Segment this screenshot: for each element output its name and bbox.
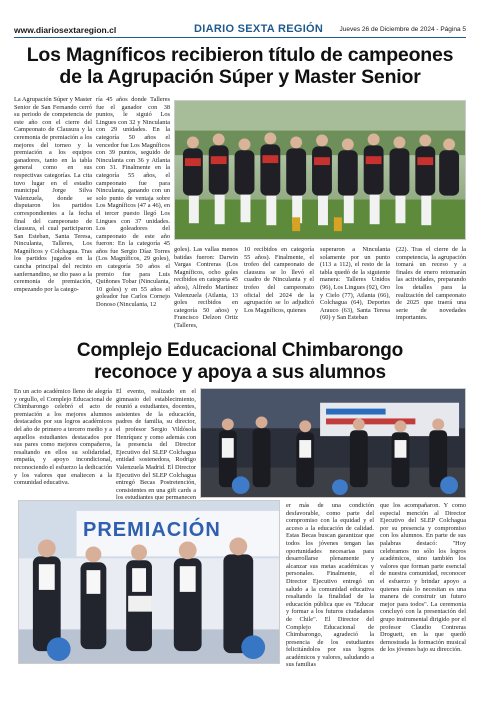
banner-text: PREMIACIÓN (83, 519, 221, 541)
date-page-number: Jueves 26 de Diciembre de 2024 - Página 5 (339, 26, 466, 33)
article2-column-3: er más de una condición desfavorable, como parte del compromiso con la equidad y el acceso a la educación de calidad. Estas Becas buscan garantizar que todos los jóvenes tengan las oportunidades necesarias para desarrollarse plenamente y alcanzar sus metas académicas y personales. Finalmente, el Director Ejecutivo entregó un saludo a la comunidad educativa resaltando la finalidad de la educación pública que es "Educar y formar a los futuros ciudadanos de Chile". El Director del Complejo Educacional de Chimbarongo, agradeció la presencia de los estudiantes felicitándolos por sus logros académicos y valores, saludando a sus familias (286, 502, 374, 669)
article2-column-1: En un acto académico lleno de alegría y orgullo, el Complejo Educacional de Chimbarongo celebró el acto de premiación a los mejores alumnos destacados por sus logros académicos del año de primero a tercero medio y a aquellos estudiantes destacados por sus pares como mejores compañeros, resaltando en ellos su solidaridad, empatía, y apoyo incondicional, reconociendo el esfuerzo la dedicación y los valores que enaltecen a la comunidad educativa. (14, 388, 112, 487)
article2-column-2: El evento, realizado en el gimnasio del establecimiento, reunió a estudiantes, docentes, asistentes de la educación, padres de familia, su director, el profesor Sergio Vildósola Henríquez y como además con la presencia del Director Ejecutivo del SLEP Colchagua entidad sostenedora, Rodrigo Valenzuela Madrid. El Director Ejecutivo del SLEP Colchagua entregó Becas Postretención, consistentes en una gift cards a los estudiantes que permanecen (116, 388, 196, 502)
article1-column-1: La Agrupación Súper y Master Senior de San Fernando cerró su periodo de competencia de este año con el cierre del Campeonato de Clausura y la ceremonia de premiación a los mejores del torneo y la premiación a los equipos ganadores, tanto en la tabla general como en sus respectivas categorías. La cita tuvo lugar en el estadio municipal Jorge Silva Valenzuela, donde se disputaron los partidos correspondientes a la fecha final del campeonato de clausura, el cual participaron San Esteban, Santa Teresa, Ninculanta, Talleres, Los Magníficos y Colchagua. Tras los partidos jugados en la cancha principal del recinto sanfernandino, se dio paso a la ceremonia de premiación, empezando por la catego- (14, 96, 92, 293)
article1-headline-line1: Los Magníficos recibieron título de campeones (26, 44, 454, 66)
website-url[interactable]: www.diariosextaregion.cl (14, 25, 117, 35)
article2-headline-line1: Complejo Educacional Chimbarongo (76, 340, 404, 361)
article1-column-5: superaron a Ninculanta solamente por un punto (113 a 112), el resto de la tabla quedó de la siguiente manera: Talleres Unidos (96), Los Lingues (92), Oro y Cielo (77), Atlanta (66), Colchagua (64), Deportes Arauco (63), Santa Teresa (60) y San Esteban (320, 246, 390, 322)
soccer-team-photo (174, 100, 466, 240)
article1-headline-line2: de la Agrupación Súper y Master Senior (59, 66, 421, 88)
article2-headline (12, 340, 468, 384)
article1-column-4: 10 recibidos en categoría 55 años). Finalmente, el trofeo del campeonato de clausura se lo llevó el cuadro de Ninculanta y el trofeo del campeonato oficial del 2024 de la agrupación se lo adjudicó Los Magníficos, quienes (244, 246, 314, 314)
award-ceremony-photo-students (18, 500, 280, 664)
article1-column-3: goles). Las vallas menos batidas fueron: Darwin Vargas Contreras (Los Magníficos, ocho goles recibidos en categoría 45 años), Alfredo Martínez Valenzuela (Atlanta, 13 goles recibidos en categoría 50 años) y Francisco Delzon Ortiz (Talleres, (174, 246, 238, 329)
article2-headline-line2: reconoce y apoya a sus alumnos (94, 362, 386, 383)
article1-column-6: (22). Tras el cierre de la competencia, la agrupación tomará un receso y a finales de enero retomarán las actividades, preparando los detalles para la realización del campeonato de 2025 que traerá una serie de novedades importantes. (396, 246, 466, 322)
article1-column-2: ría 45 años donde Talleres fue el ganador con 38 puntos, le siguió Los Lingues con 32 y Ninculanta con 29 unidades. En la categoría 50 años el vencedor fue Los Magníficos con 39 puntos, seguido de Ninculanta con 36 y Atlanta con 31. Finalmente en la categoría 55 años, el campeonato fue para Ninculanta, ganando con un solo punto de ventaja sobre Los Magníficos (47 a 46), en el tercer puesto llegó Los Lingues con 37 unidades. Los goleadores del campeonato de este año fueron: En la categoría 45 años fue Sergio Díaz Torres (Los Magníficos, 29 goles), en categoría 50 años el premio fue para Luis Quiñones Tobar (Ninculanta, 10 goles) y en 55 años el goleador fue Carlos Cornejo Donoso (Ninculanta, 12 (96, 96, 170, 309)
newspaper-name: DIARIO SEXTA REGIÓN (194, 23, 324, 35)
page-header (14, 24, 466, 38)
award-ceremony-photo-stage (200, 388, 466, 498)
article1-headline (12, 44, 468, 88)
article2-column-4: que los acompañaron. Y como especial mención al Director Ejecutivo del SLEP Colchagua por su presencia y compromiso con los alumnos. En parte de sus palabras destacó: "Hoy celebramos no sólo los logros académicos, sino también los valores que forman parte esencial de nuestra comunidad, reconocer el esfuerzo y brindar apoyo a quienes más lo necesitan es una manera de construir un futuro mejor para todos". La ceremonia concluyó con la presentación del grupo instrumental dirigido por el profesor Claudio Contreras Droguett, en la que quedó demostrada la formación musical de los jóvenes bajo su dirección. (380, 502, 466, 654)
